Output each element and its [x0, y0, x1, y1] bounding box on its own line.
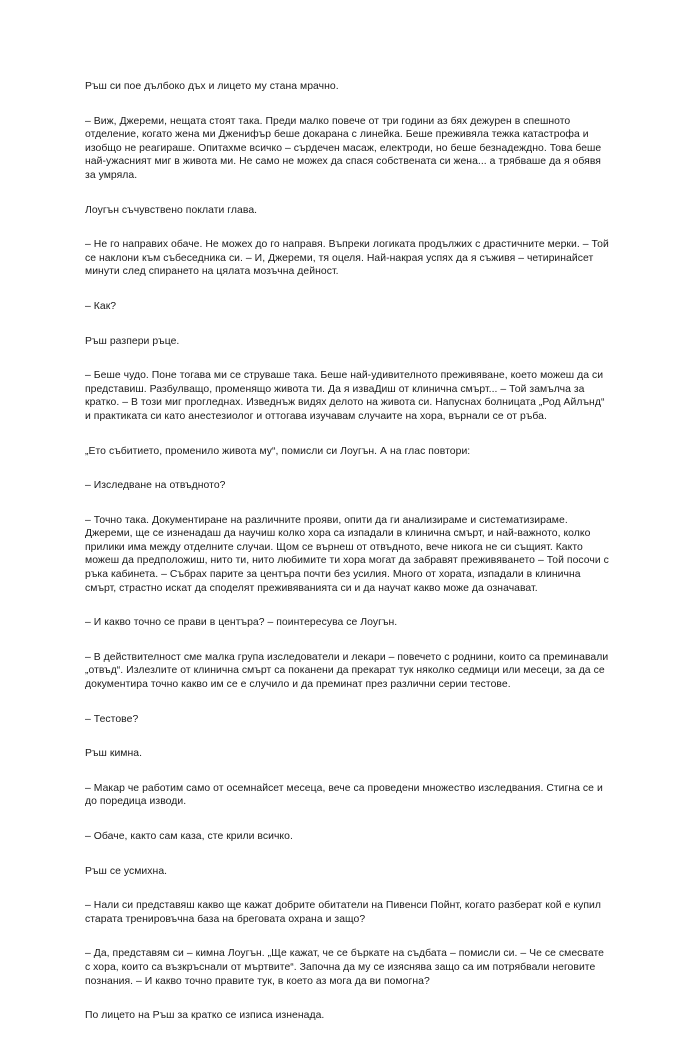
paragraph: Ръш се усмихна. — [85, 865, 168, 877]
paragraph: – Да, представям си – кимна Лоугън. „Ще кажат, че се бъркате на съдбата – помисли си. – Че се смесвате с хора, които са възкръснали от мъртвите“. Започна да му се изяснява защо са им потрябвали неговите познания. – И какво точно правите тук, в което аз мога да ви помогна? — [85, 948, 604, 987]
paragraph: – Точно така. Документиране на различните прояви, опити да ги анализираме и систематизираме. Джереми, ще се изненадаш да научиш колко хора са изпадали в клинична смърт, и най-важното, колко прилики има между отделните случаи. Щом се върнеш от отвъдното, вече никога не си същият. Както можеш да предположиш, нито ти, нито любимите ти хора могат да забравят преживяването – Той посочи с ръка кабинета. – Събрах парите за центъра почти без усилия. Много от хората, изпадали в клинична смърт, страстно искат да споделят преживяванията си и да научат какво може да означават. — [85, 514, 609, 594]
paragraph: – Изследване на отвъдното? — [85, 480, 226, 492]
paragraph: – Как? — [85, 300, 117, 312]
paragraph: – Не го направих обаче. Не можех до го направя. Въпреки логиката продължих с драстичните мерки. – Той се наклони към събеседника си. – И, Джереми, тя оцеля. Най-накрая успях да я съживя – четиринайсет минути след спирането на цялата мозъчна дейност. — [85, 239, 609, 278]
paragraph: По лицето на Ръш за кратко се изписа изненада. — [85, 1010, 325, 1022]
paragraph: – Макар че работим само от осемнайсет месеца, вече са проведени множество изследвания. Стигна се и до поредица изводи. — [85, 782, 603, 808]
paragraph: „Ето събитието, променило живота му“, помисли си Лоугън. А на глас повтори: — [85, 445, 471, 457]
paragraph: Лоугън съчувствено поклати глава. — [85, 204, 258, 216]
paragraph: Ръш разпери ръце. — [85, 335, 180, 347]
paragraph: – Тестове? — [85, 713, 139, 725]
paragraph: – И какво точно се прави в центъра? – поинтересува се Лоугън. — [85, 617, 398, 629]
paragraph: – Виж, Джереми, нещата стоят така. Преди малко повече от три години аз бях дежурен в спешното отделение, когато жена ми Дженифър беше докарана с линейка. Беше преживяла тежка катастрофа и изобщо не реагираше. Опитахме всичко – сърдечен масаж, електроди, но беше безнадеждно. Това беше най-ужасният миг в живота ми. Не само не можех да спася собствената си жена... а трябваше да я обявя за умряла. — [85, 115, 602, 181]
paragraph: Ръш си пое дълбоко дъх и лицето му стана мрачно. — [85, 81, 339, 92]
paragraph: – Обаче, както сам каза, сте крили всичко. — [85, 831, 293, 842]
paragraph: – Беше чудо. Поне тогава ми се струваше така. Беше най-удивителното преживяване, което можеш да си представиш. Разбулващо, променящо живота ти. Да я изваДиш от клинична смърт... – Той замълча за кратко. – В този миг прогледнах. Изведнъж видях делото на живота си. Напуснах болницата „Род Айлънд“ и практиката си като анестезиолог и оттогава изучавам случаите на хора, върнали се от ръба. — [85, 370, 605, 422]
paragraph: Ръш кимна. — [85, 748, 143, 760]
paragraph: – Нали си представяш какво ще кажат добрите обитатели на Пивенси Пойнт, когато разберат кой е купил старата тренировъчна база на бреговата охрана и защо? — [85, 900, 601, 925]
paragraph: – В действителност сме малка група изследователи и лекари – повечето с роднини, които са преминавали „отвъд“. Излезлите от клинична смърт са поканени да прекарат тук няколко седмици или месеци, за да се документира точно какво им се е случило и да преминат през различни серии тестове. — [85, 651, 609, 691]
document-page — [85, 80, 625, 1044]
